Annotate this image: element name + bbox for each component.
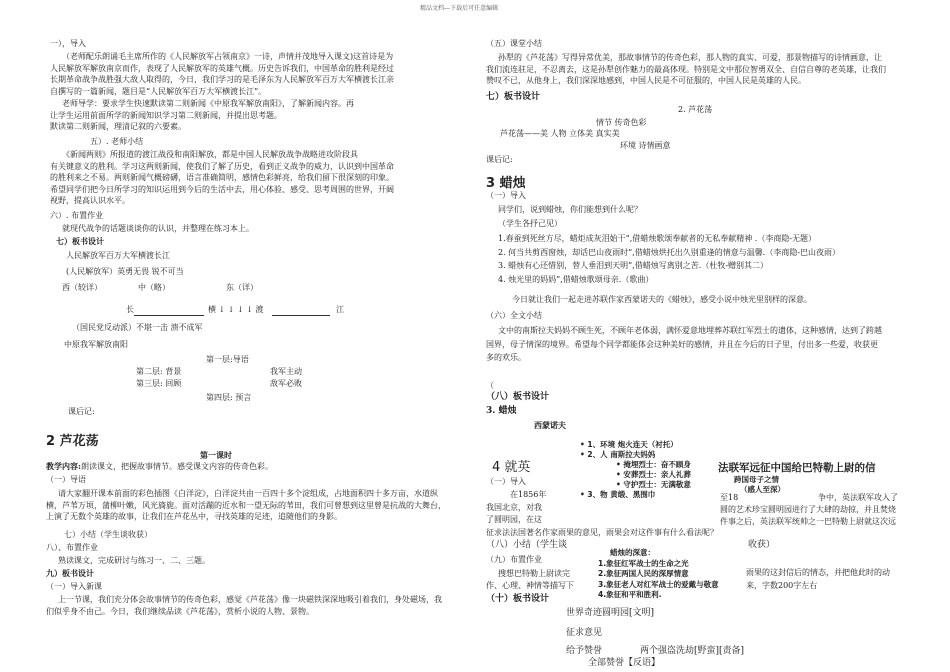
text-line: 征求法法国著名作家雨果的意见，雨果会对这件事有什么看法呢？ [486,527,718,537]
section-board-heading: 七）板书设计 [56,236,104,246]
question-text: 同学们，说到蜡烛，你们能想到什么呢？ [498,205,642,214]
board-miracle: 世界奇迹圆明园[文明] [566,608,655,618]
list-item-text: 安葬烈士：亲人礼葬 [623,470,691,479]
new-lesson-heading: （一）导入新课 [46,582,102,591]
board-sub-1: (人民解放军）英勇无畏 锐不可当 [66,267,184,276]
board-irony: 全部赞誉【反语】 [588,658,661,668]
text-line: （老师配乐朗诵毛主席所作的《人民解放军占领南京》一诗，声情并茂地导入课文)这首诗是为 [62,52,394,61]
board-heading-r: 七）板书设计 [486,92,541,102]
list-item: • 1、环境 炮火连天（衬托） [580,440,678,449]
board-title-2: 中原我军解放南阳 [64,340,128,349]
lead-in-heading-4: （一）导入 [486,477,526,486]
list-item: 3.象征老人对红军战士的爱戴与敬意 [598,579,719,589]
lead-in-paragraph [46,488,464,523]
teaching-content-label: 教学内容: [46,461,81,471]
text-line: 文中的南斯拉夫妈妈不顾生死，不顾年老体弱，满怀爱意地埋葬苏联红军烈士的遗体，这种感情，达到了跨越 [498,326,882,335]
list-item-text: 1、环境 炮火连天（衬托） [587,440,678,449]
board-underline [134,315,204,316]
letter-text-c: 圆的艺术珍宝圆明园进行了大肆的劫掠，并且焚烧 [720,505,896,514]
homework-heading-4: （九）布置作业 [486,555,542,564]
list-item-text: 2、人 南斯拉夫妈妈 [587,450,656,459]
candle-meaning-title: 蜡烛的深意： [610,548,655,557]
class-summary-paragraph [486,52,916,87]
lesson-4-intro [486,489,718,539]
page-header: 精品文档---下载后可任意编辑 [420,5,499,12]
first-period: 第一课时 [200,450,232,460]
text-line: 默读第二则新闻，理清记叙的六要素。 [50,122,186,131]
text-line: 多的欢乐。 [486,353,526,362]
text-line: 作、心理、神情等描写下 [486,581,574,590]
text-line: 《新闻两则》所报道的渡江战役和南阳解放，都是中国人民解放战争战略进攻阶段具 [62,150,358,159]
text-line: 的胜利来之不易。两则新闻气概磅礴，语言准确简明，感情色彩鲜亮，给我们留下很深刻的印象。 [50,173,394,182]
board-east: 东（详） [226,283,258,292]
list-item: 4.象征和平和胜利. [598,590,662,599]
board-enemy: （国民党反动派）不堪一击 溃不成军 [72,323,203,332]
today-text: 今日就让我们一起走进苏联作家西蒙诺夫的《蜡烛》，感受小说中烛光里别样的深意。 [512,295,812,304]
letter-text-b: 争中，英法联军攻入了 [818,493,898,502]
board-layer-3: 第三层: 回顾 [136,379,182,388]
text-line: 让学生运用前面所学的新闻知识学习第二则新闻，并提出思考题。 [50,110,282,120]
letter-sub: 跨国母子之情 [734,475,779,484]
board-ask: 征求意见 [566,628,603,638]
list-item: • 掩埋烈士：奋不顾身 [616,460,691,469]
full-summary-paragraph [486,324,916,365]
list-item: 2.象征两国人民的深厚情意 [598,569,689,578]
board-title-luhuadang: 2. 芦花荡 [678,105,713,114]
letter-title: 法联军远征中国给巴特勒上尉的信 [718,462,876,474]
list-item: 4. 烛光里的妈妈”,借蜡烛歌颂母亲.（歌曲） [498,274,654,284]
list-item: 3. 蜡烛有心还惜别，替人垂泪到天明”,借蜡烛写离别之苦.（杜牧-赠别其二） [498,261,769,270]
text-line: 有关键意义的胜利。学习这两则新闻，使我们了解了历史，看到正义战争的威力，认识到中国革命 [50,161,394,171]
list-item: • 3、物 黄缎、黑围巾 [580,490,656,499]
lesson-2-title: 2 芦花荡 [46,434,99,449]
board-underline [272,315,330,316]
list-item: 1.春蚕到死丝方尽，蜡炬成灰泪始干”,借蜡烛歌颂奉献者的无私奉献精神 .（李商隐-无题） [498,234,817,243]
text-line: 自撰写的一篇新闻，题目是“人民解放军百万大军横渡长江”。 [50,86,267,96]
text-line: 了圆明园，在这 [486,515,542,524]
candle-poem-list [498,232,840,286]
letter-sub-2: （感人至深） [740,485,785,494]
after-class-note-r: 课后记: [486,155,513,164]
board-mid: 中（略） [138,283,170,292]
board-jiang: 江 [336,305,344,314]
list-item-text: 3、物 黄缎、黑围巾 [587,490,656,499]
text-line: 老师导学：要求学生快速默读第二则新闻《中原我军解放南阳》，了解新闻内容。再 [62,99,354,108]
homework-text-4b: 雨果的这封信后的情态，并把他此时的动 [746,568,890,577]
guide-paragraph [50,98,460,133]
board-heading-8: （八）板书设计 [486,392,550,402]
after-class-note: 课后记: [68,407,95,416]
list-item: 2. 何当共剪西窗烛，却话巴山夜雨时”,借蜡烛烘托出久别重逢的情意与温馨.（李商隐-巴山夜雨） [498,247,841,257]
lesson-3-title: 3 蜡烛 [486,176,526,191]
text-line: 我们流连驻足，不忍离去，这是孙犁创作魅力的最高体现。特别是文中那位智勇双全、自信自尊的老英雄，让我们 [486,64,886,74]
text-line: 赞叹不已，从他身上，我们深深地感到，中国人民是不可征服的，中国人民是英雄的人民。 [486,76,806,85]
board-title-1: 人民解放军百万大军横渡长江 [66,251,170,260]
board-heading-10: （十）板书设计 [486,594,550,604]
text-line: 请大家翻开课本前面的彩色插图《白洋淀》，白洋淀共由一百四十多个淀组成，占地面积四十多万亩，水道纵 [58,489,438,498]
summary-heading-2: 七）小结（学生谈收获） [64,530,152,539]
new-lesson-paragraph [46,594,464,617]
text-line: 上一节课，我们充分体会故事情节的传奇色彩，感觉《芦花荡》像一块磁铁深深地吸引着我们，身处磁场，我 [58,595,442,604]
list-item: • 2、人 南斯拉夫妈妈 [580,450,656,459]
homework-text-4c: 来，字数200字左右 [746,581,818,590]
candle-meaning-list [598,548,719,601]
board-heading-2: 九）板书设计 [46,568,94,578]
text-line: 希望同学们把今日所学习的知识运用到今后的生活中去，用心体验、感受、思考周围的世界，开阔 [50,184,394,194]
text-line: 我国北京，对我 [486,502,542,512]
list-item-text: 守护烈士：无满敬意 [623,480,691,489]
board-robbers: 两个强盗洗劫[野蛮][责备] [640,646,745,656]
text-line: 长期革命战争战胜强大敌人取得的，今日，我们学习的是毛泽东为人民解放军百万大军横渡长江亲 [50,75,394,84]
board-environment: 环境 诗情画意 [620,141,671,150]
class-summary-heading: （五）课堂小结 [486,39,542,48]
homework-text: 就现代战争的话题谈谈你的认识，并整理在练习本上。 [62,224,254,233]
board-our-army: 我军主动 [270,367,302,376]
board-enemy-fail: 敌军必败 [270,379,302,388]
text-line: 在1856年 [510,490,547,499]
text-line: 们似乎身不由己。今日，我们继续品读《芦花荡》，赏析小说的人物、景物。 [46,606,314,616]
list-item: 1.象征红军战士的生命之光 [598,558,689,568]
homework-text-4 [486,568,574,592]
homework-heading-2: 八）、布置作业 [46,543,98,552]
text-line: 上演了无数个英雄的故事，让我们在芦花丛中，寻找英雄的足迹，追随他们的身影。 [46,512,342,521]
lead-in-heading: （一）导语 [46,475,86,484]
board-character-row: 芦花荡——美 人物 立体美 真实美 [500,129,620,138]
answer-text: （学生各抒己见） [498,219,562,228]
lesson-4-title: 4 就英 [492,460,531,475]
text-line: 人民解放军解放南京而作，表现了人民解放军的英雄气概。历史告诉我们，中国革命的胜利是经过 [50,63,394,73]
board-layer-4: 第四层: 预言 [206,393,252,402]
text-line: 孙犁的《芦花荡》写得异常优美，那故事情节的传奇色彩，那人物的真实、可爱，那景物描写的诗情画意，让 [498,53,882,62]
lead-in-heading-r: （一）导入 [486,191,526,200]
board-candle-title: 3. 蜡烛 [486,406,517,416]
section-summary-heading: 五）. 老师小结 [90,137,144,146]
open-paren: （ [486,381,494,390]
intro-paragraph [50,51,460,97]
board-layer-1: 第一层:导语 [206,355,249,364]
text-line: 搜想巴特勒上尉读完 [498,569,570,578]
board-heng: 横 ↓ ↓ ↓ ↓ 渡 [208,305,264,314]
teaching-content [46,461,273,472]
summary-paragraph [50,149,460,207]
homework-text-2: 熟读课文，完成研讨与练习一、二、三题。 [58,556,210,565]
section-homework-heading: 六）. 布置作业 [50,211,104,220]
board-layer-2: 第二层: 背景 [136,367,182,376]
full-summary-heading: （六）全文小结 [486,311,542,320]
summary-heading-4-end: 收获） [748,540,776,550]
text-line: 视野，提高认识水平。 [50,196,130,205]
board-praise: 给予赞誉 [566,646,603,656]
board-west: 西（较详） [62,283,102,292]
section-intro-heading: 一），导入 [50,39,86,48]
teaching-content-text: 朗读课文，把握故事情节。感受课文内容的传奇色彩。 [80,462,273,471]
text-line: 国界，母子情深的境界。希望每个同学都能体会这种美好的感情，并且在今后的日子里，付出多一些爱，收获更 [486,339,878,349]
text-line: 横，芦苇万顷，蒲柳叶嫩，风光旖旎。面对活蹦的近水和一望无际的苇田，我们可曾想到这里曾是抗战的大舞台， [46,500,446,510]
list-item: • 安葬烈士：亲人礼葬 [616,470,691,479]
board-author: 西蒙诺夫 [534,420,566,430]
letter-text-a: 至18 [720,493,739,502]
board-chang: 长 [126,305,134,314]
board-plot: 情节 传奇色彩 [596,118,647,127]
letter-text-d: 件事之后，英法联军统帅之一巴特勒上尉就这次远 [720,517,896,526]
list-item: • 守护烈士：无满敬意 [616,480,691,489]
summary-heading-4: （八）小结（学生谈 [486,540,568,550]
list-item-text: 掩埋烈士：奋不顾身 [623,460,691,469]
